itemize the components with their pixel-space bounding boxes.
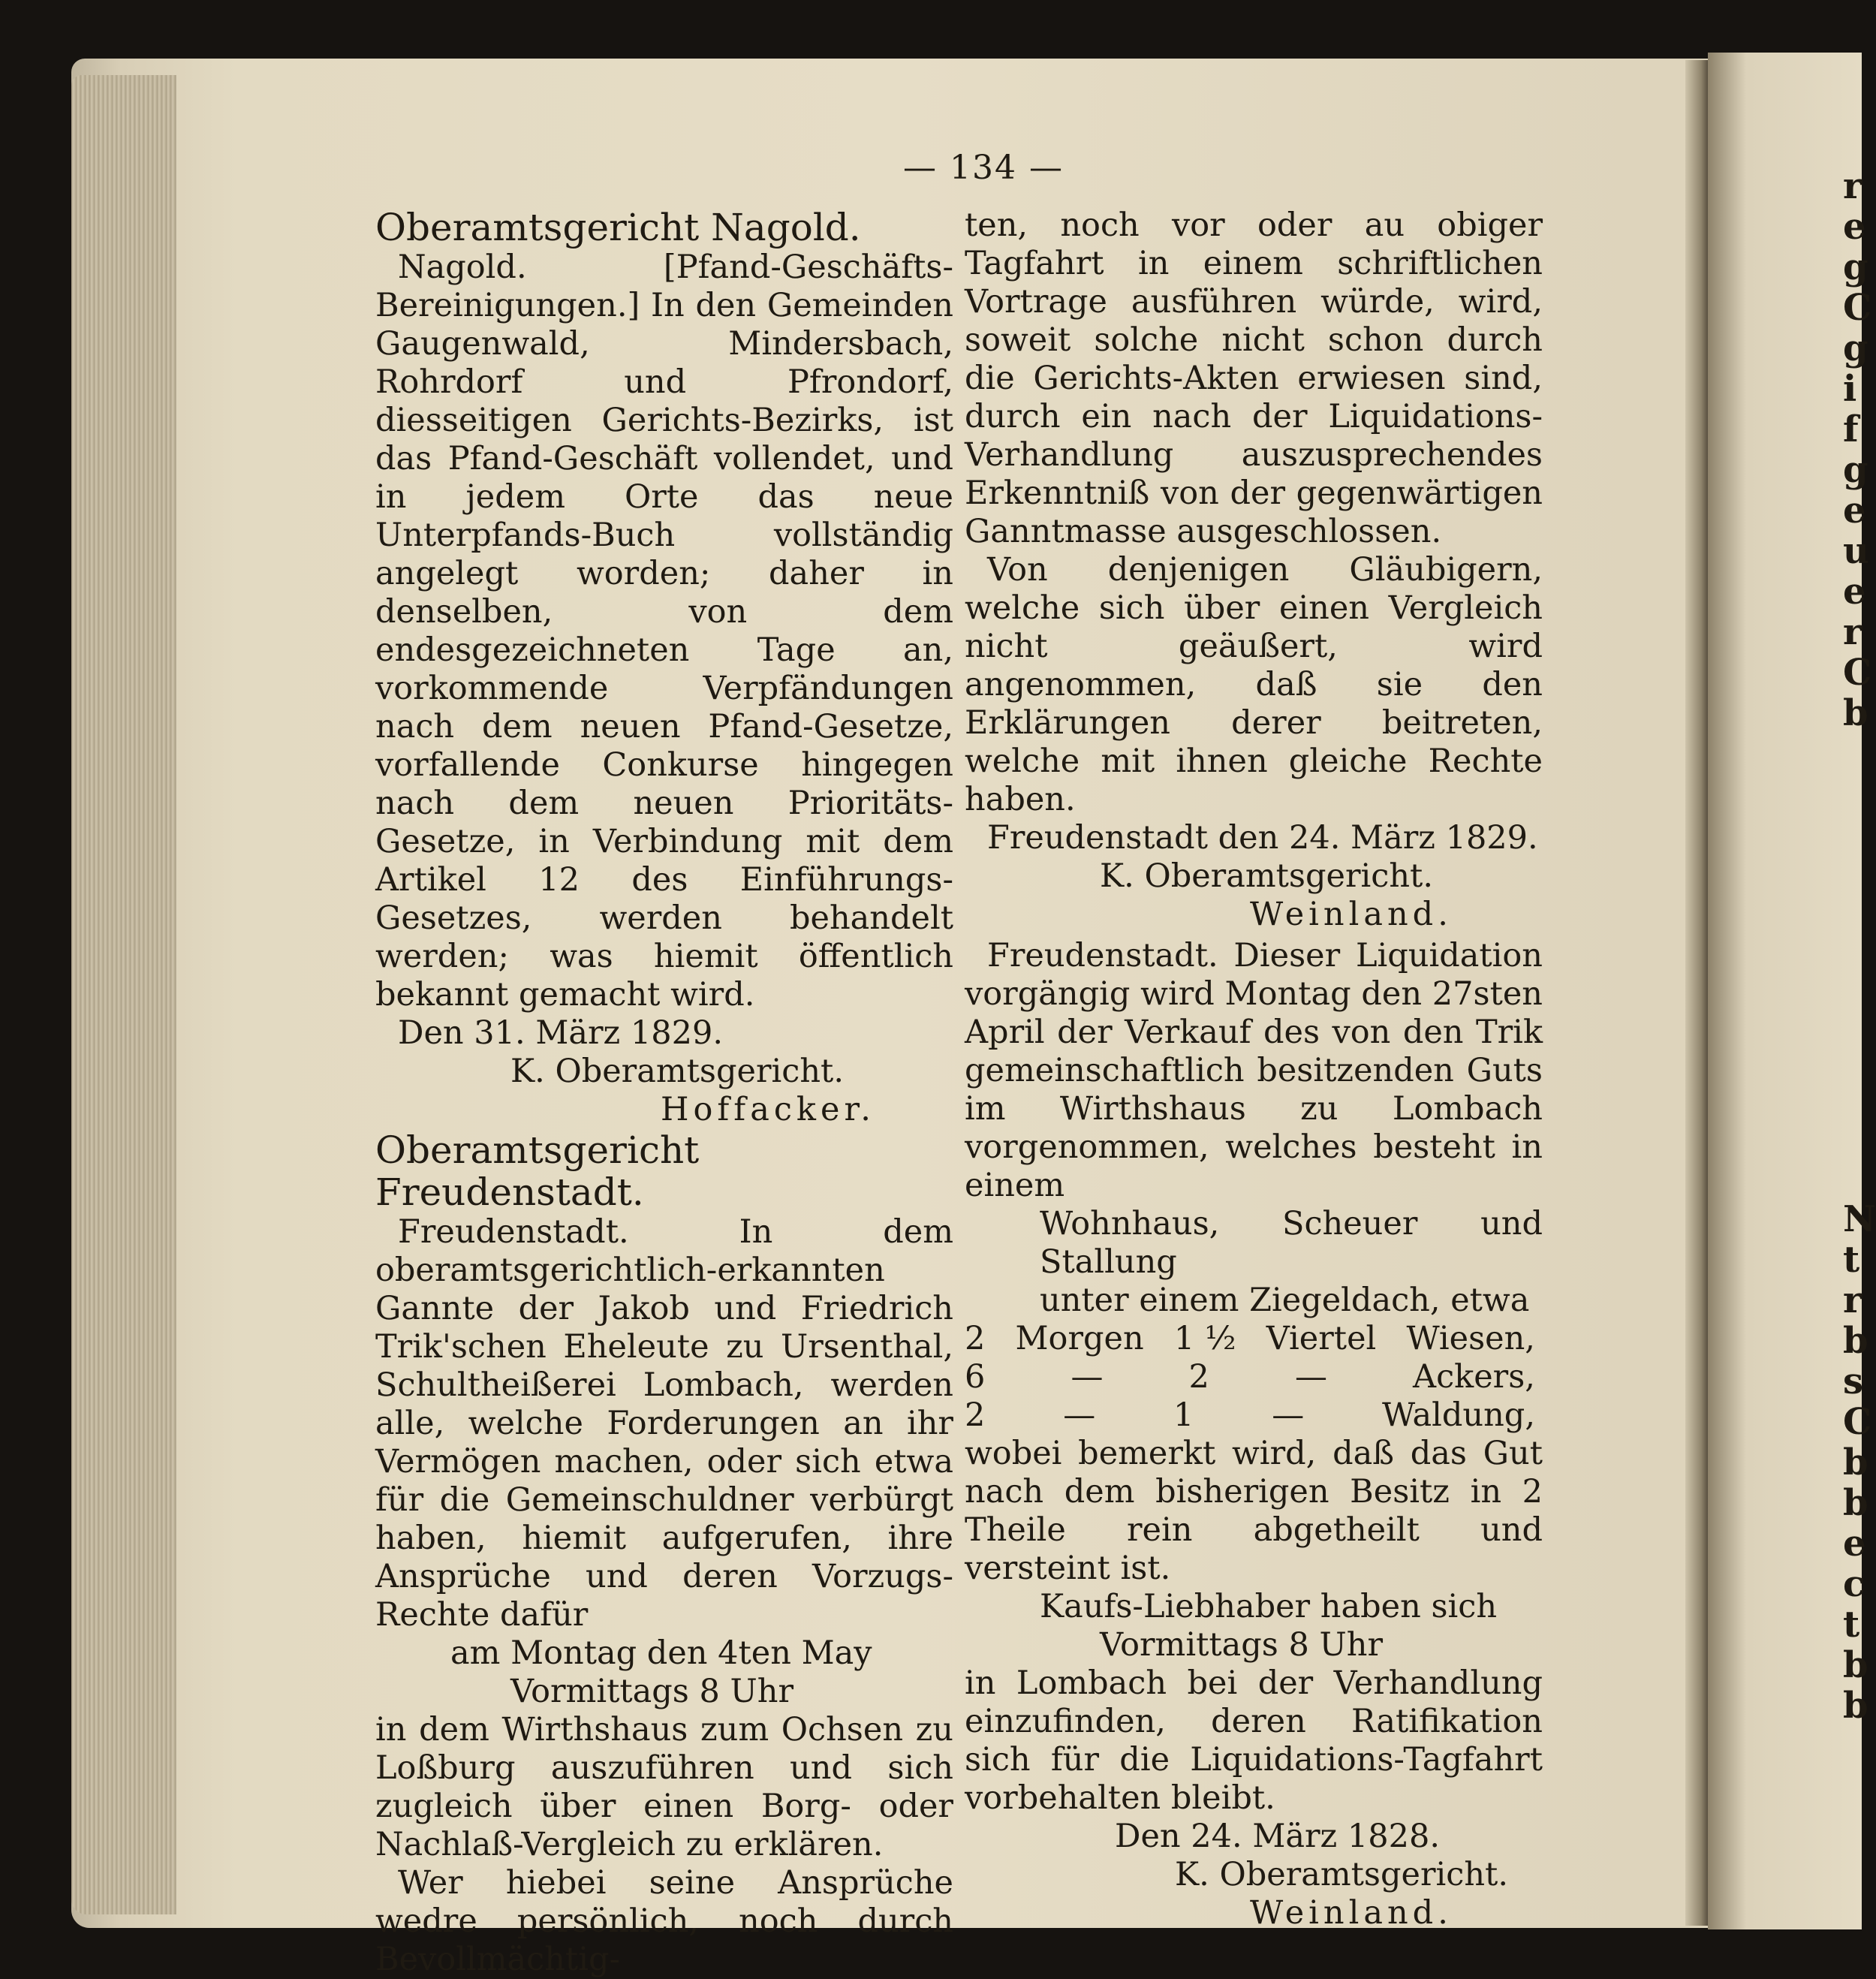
fragment: f (1843, 408, 1859, 450)
table-cell: Waldung, (1382, 1396, 1535, 1434)
fragment: C (1843, 287, 1872, 329)
table-cell: — (1272, 1396, 1305, 1434)
paragraph: Freudenstadt. In dem oberamtsgerichtlich-erkannten Gannte der Jakob und Friedrich Trik'schen Eheleute zu Ursenthal, Schultheißerei Lombach, werden alle, welche Forderungen an ihr Vermögen machen, oder sich etwa für die Gemeinschuldner verbürgt haben, hiemit aufgerufen, ihre Ansprüche und deren Vorzugs-Rechte dafür (375, 1213, 953, 1634)
table-cell: Viertel (1266, 1320, 1377, 1357)
paragraph: Nagold. [Pfand-Geschäfts-Bereinigungen.] In den Gemeinden Gaugenwald, Mindersbach, Rohrdorf und Pfrondorf, diesseitigen Gerichts-Bezirks, ist das Pfand-Geschäft vollendet, und in jedem Orte das neue Unterpfands-Buch vollständig angelegt worden; daher in denselben, von dem endesgezeichneten Tage an, vorkommende Verpfändungen nach dem neuen Pfand-Gesetze, vorfallende Conkurse hingegen nach dem neuen Prioritäts-Gesetze, in Verbindung mit dem Artikel 12 des Einführungs-Gesetzes, werden behandelt werden; was hiemit öffentlich bekannt gemacht wird. (375, 249, 953, 1014)
table-cell: 2 (965, 1396, 986, 1434)
fragment: b (1843, 1644, 1868, 1686)
property-table-row (965, 1320, 1543, 1358)
facing-page (1708, 53, 1862, 1929)
property-table-row (965, 1358, 1543, 1396)
paragraph: in Lombach bei der Verhandlung einzufinden, deren Ratifikation sich für die Liquidations-Tagfahrt vorbehalten bleibt. (965, 1664, 1543, 1817)
fragment: C (1843, 652, 1872, 694)
date-line: Den 24. März 1828. (1115, 1818, 1440, 1855)
table-cell: Morgen (1015, 1320, 1144, 1357)
paragraph: Von denjenigen Gläubigern, welche sich über einen Vergleich nicht geäußert, wird angenommen, daß sie den Erklärungen derer beitreten, welche mit ihnen gleiche Rechte haben. (965, 551, 1543, 818)
signer-name: Hoffacker. (661, 1091, 875, 1128)
fragment: g (1843, 246, 1868, 288)
property-item: unter einem Ziegeldach, etwa (1040, 1282, 1530, 1319)
fragment: b (1843, 1441, 1868, 1483)
fragment: b (1843, 1320, 1868, 1362)
court-signature: K. Oberamtsgericht. (1175, 1856, 1509, 1893)
table-cell: 2 (1188, 1358, 1209, 1396)
section-heading: Oberamtsgericht Nagold. (375, 206, 861, 249)
fragment: e (1843, 571, 1866, 613)
table-cell: Ackers, (1413, 1358, 1535, 1396)
signer-name: Weinland. (1250, 896, 1453, 933)
table-cell: 1 (1173, 1396, 1194, 1434)
right-column (965, 206, 1543, 1932)
fragment: i (1843, 368, 1857, 410)
fragment: e (1843, 206, 1866, 248)
paragraph: in dem Wirthshaus zum Ochsen zu Loßburg auszuführen und sich zugleich über einen Borg- oder Nachlaß-Vergleich zu erklären. (375, 1711, 953, 1863)
paragraph-line: Kaufs-Liebhaber haben sich (1040, 1588, 1498, 1625)
table-cell: Wiesen, (1406, 1320, 1535, 1357)
schedule-time: Vormittags 8 Uhr (1100, 1626, 1384, 1664)
fragment: e (1843, 489, 1866, 532)
court-signature: K. Oberamtsgericht. (510, 1053, 845, 1090)
fragment: c (1843, 1563, 1865, 1605)
table-cell: — (1070, 1358, 1104, 1396)
schedule-time: Vormittags 8 Uhr (510, 1673, 794, 1710)
left-column (375, 206, 953, 1979)
court-signature: K. Oberamtsgericht. (1100, 857, 1434, 895)
section-heading: Oberamtsgericht Freudenstadt. (375, 1128, 700, 1214)
fragment: r (1843, 611, 1862, 653)
property-item: Wohnhaus, Scheuer und Stallung (1040, 1205, 1543, 1281)
signer-name: Weinland. (1250, 1894, 1453, 1932)
fragment: e (1843, 1523, 1866, 1565)
fragment: r (1843, 165, 1862, 207)
date-line: Freudenstadt den 24. März 1829. (987, 819, 1538, 857)
fragment: u (1843, 530, 1869, 572)
fragment: t (1843, 1239, 1860, 1281)
paragraph: wobei bemerkt wird, daß das Gut nach dem bisherigen Besitz in 2 Theile rein abgetheilt und versteint ist. (965, 1435, 1543, 1587)
fragment: N (1843, 1198, 1876, 1240)
fragment: g (1843, 327, 1868, 369)
fragment: t (1843, 1604, 1860, 1646)
fragment: b (1843, 692, 1868, 734)
property-table-row (965, 1396, 1543, 1435)
table-cell: — (1063, 1396, 1096, 1434)
table-cell: — (1294, 1358, 1327, 1396)
table-cell: 2 (965, 1320, 986, 1357)
paragraph: ten, noch vor oder au obiger Tagfahrt in einem schriftlichen Vortrage ausführen würde, wird, soweit solche nicht schon durch die Gerichts-Akten erwiesen sind, durch ein nach der Liquidations-Verhandlung auszusprechendes Erkenntniß von der gegenwärtigen Ganntmasse ausgeschlossen. (965, 206, 1543, 550)
schedule-date: am Montag den 4ten May (450, 1634, 872, 1672)
facing-page-text-fragments (1843, 0, 1876, 1968)
date-line: Den 31. März 1829. (398, 1014, 723, 1052)
paragraph: Wer hiebei seine Ansprüche wedre persönlich, noch durch Bevollmächtig- (375, 1864, 953, 1978)
fragment: b (1843, 1685, 1868, 1727)
page-edges (71, 75, 176, 1914)
fragment: C (1843, 1401, 1872, 1443)
table-cell: 6 (965, 1358, 986, 1396)
fragment: s (1843, 1360, 1864, 1402)
paragraph: Freudenstadt. Dieser Liquidation vorgängig wird Montag den 27sten April der Verkauf des von den Trik gemeinschaftlich besitzenden Guts im Wirthshaus zu Lombach vorgenommen, welches besteht in einem (965, 937, 1543, 1204)
table-cell: 1 ½ (1173, 1320, 1236, 1357)
fragment: b (1843, 1482, 1868, 1524)
fragment: r (1843, 1279, 1862, 1321)
page-number: — 134 — (903, 149, 1064, 187)
fragment: g (1843, 449, 1868, 491)
